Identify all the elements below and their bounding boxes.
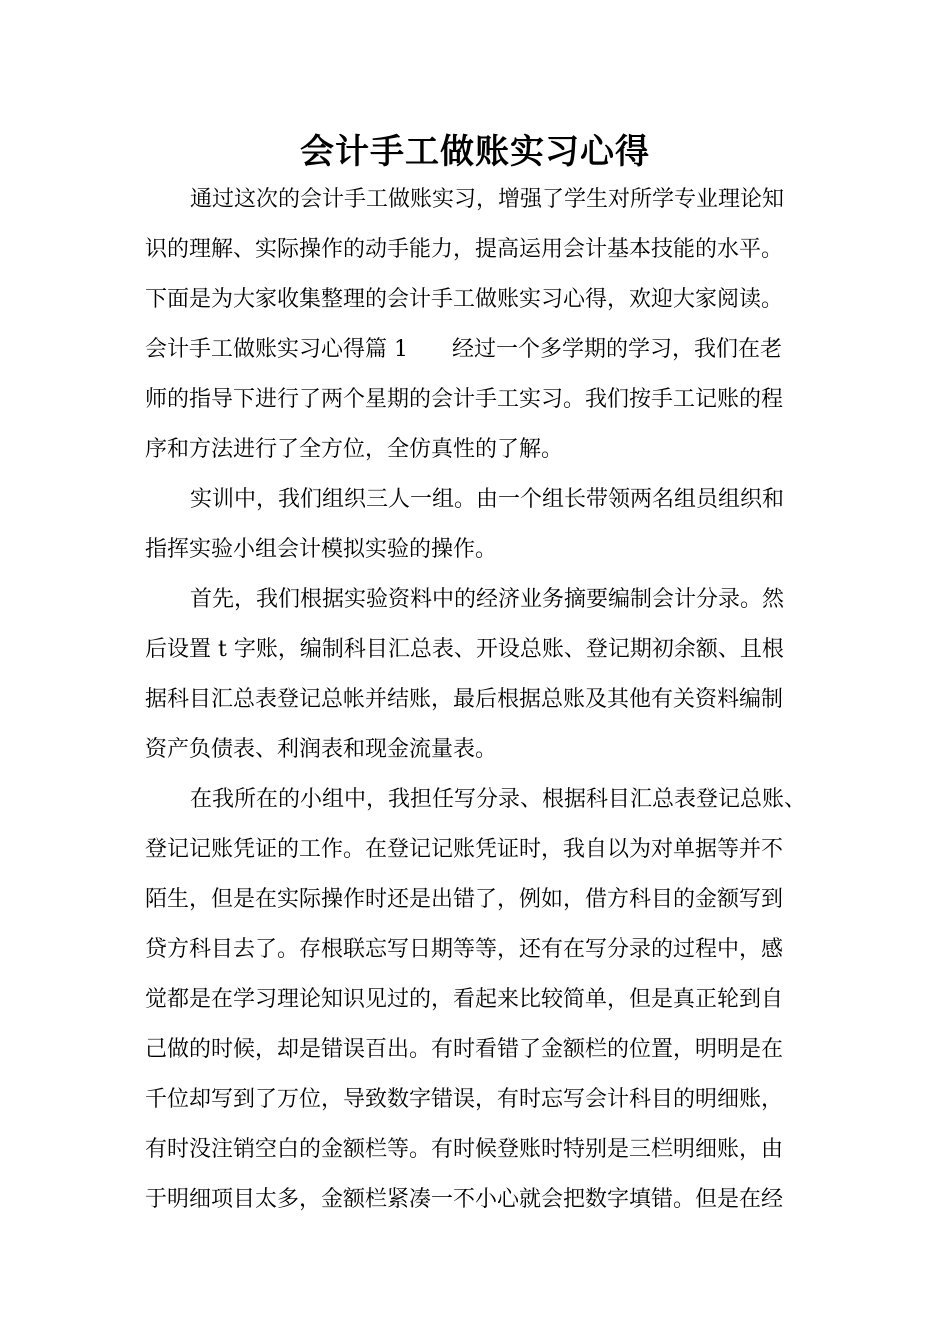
paragraph-line: 会计手工做账实习心得篇 1 经过一个多学期的学习，我们在老 bbox=[145, 337, 782, 362]
paragraph-line: 后设置 t 字账，编制科目汇总表、开设总账、登记期初余额、且根 bbox=[145, 637, 784, 662]
paragraph-line: 指挥实验小组会计模拟实验的操作。 bbox=[145, 537, 498, 562]
paragraph-line: 首先，我们根据实验资料中的经济业务摘要编制会计分录。然 bbox=[190, 587, 785, 612]
paragraph-line: 千位却写到了万位，导致数字错误，有时忘写会计科目的明细账， bbox=[145, 1087, 784, 1112]
paragraph-line: 据科目汇总表登记总帐并结账，最后根据总账及其他有关资料编制 bbox=[145, 687, 784, 712]
paragraph-line: 贷方科目去了。存根联忘写日期等等，还有在写分录的过程中，感 bbox=[145, 937, 784, 962]
paragraph-line: 觉都是在学习理论知识见过的，看起来比较简单，但是真正轮到自 bbox=[145, 987, 784, 1012]
paragraph-line: 己做的时候，却是错误百出。有时看错了金额栏的位置，明明是在 bbox=[145, 1037, 784, 1062]
page-title: 会计手工做账实习心得 bbox=[300, 132, 650, 172]
paragraph-line: 师的指导下进行了两个星期的会计手工实习。我们按手工记账的程 bbox=[145, 387, 784, 412]
paragraph-line: 序和方法进行了全方位，全仿真性的了解。 bbox=[145, 437, 564, 462]
paragraph-line: 于明细项目太多，金额栏紧凑一不小心就会把数字填错。但是在经 bbox=[145, 1187, 784, 1212]
paragraph-line: 实训中，我们组织三人一组。由一个组长带领两名组员组织和 bbox=[190, 487, 785, 512]
paragraph-line: 识的理解、实际操作的动手能力，提高运用会计基本技能的水平。 bbox=[145, 237, 784, 262]
paragraph-line: 下面是为大家收集整理的会计手工做账实习心得，欢迎大家阅读。 bbox=[145, 287, 784, 312]
paragraph-line: 有时没注销空白的金额栏等。有时候登账时特别是三栏明细账，由 bbox=[145, 1137, 784, 1162]
paragraph-line: 陌生，但是在实际操作时还是出错了，例如，借方科目的金额写到 bbox=[145, 887, 784, 912]
paragraph-line: 通过这次的会计手工做账实习，增强了学生对所学专业理论知 bbox=[190, 187, 785, 212]
paragraph-line: 在我所在的小组中，我担任写分录、根据科目汇总表登记总账、 bbox=[190, 787, 807, 812]
paragraph-line: 登记记账凭证的工作。在登记记账凭证时，我自以为对单据等并不 bbox=[145, 837, 784, 862]
paragraph-line: 资产负债表、利润表和现金流量表。 bbox=[145, 737, 498, 762]
